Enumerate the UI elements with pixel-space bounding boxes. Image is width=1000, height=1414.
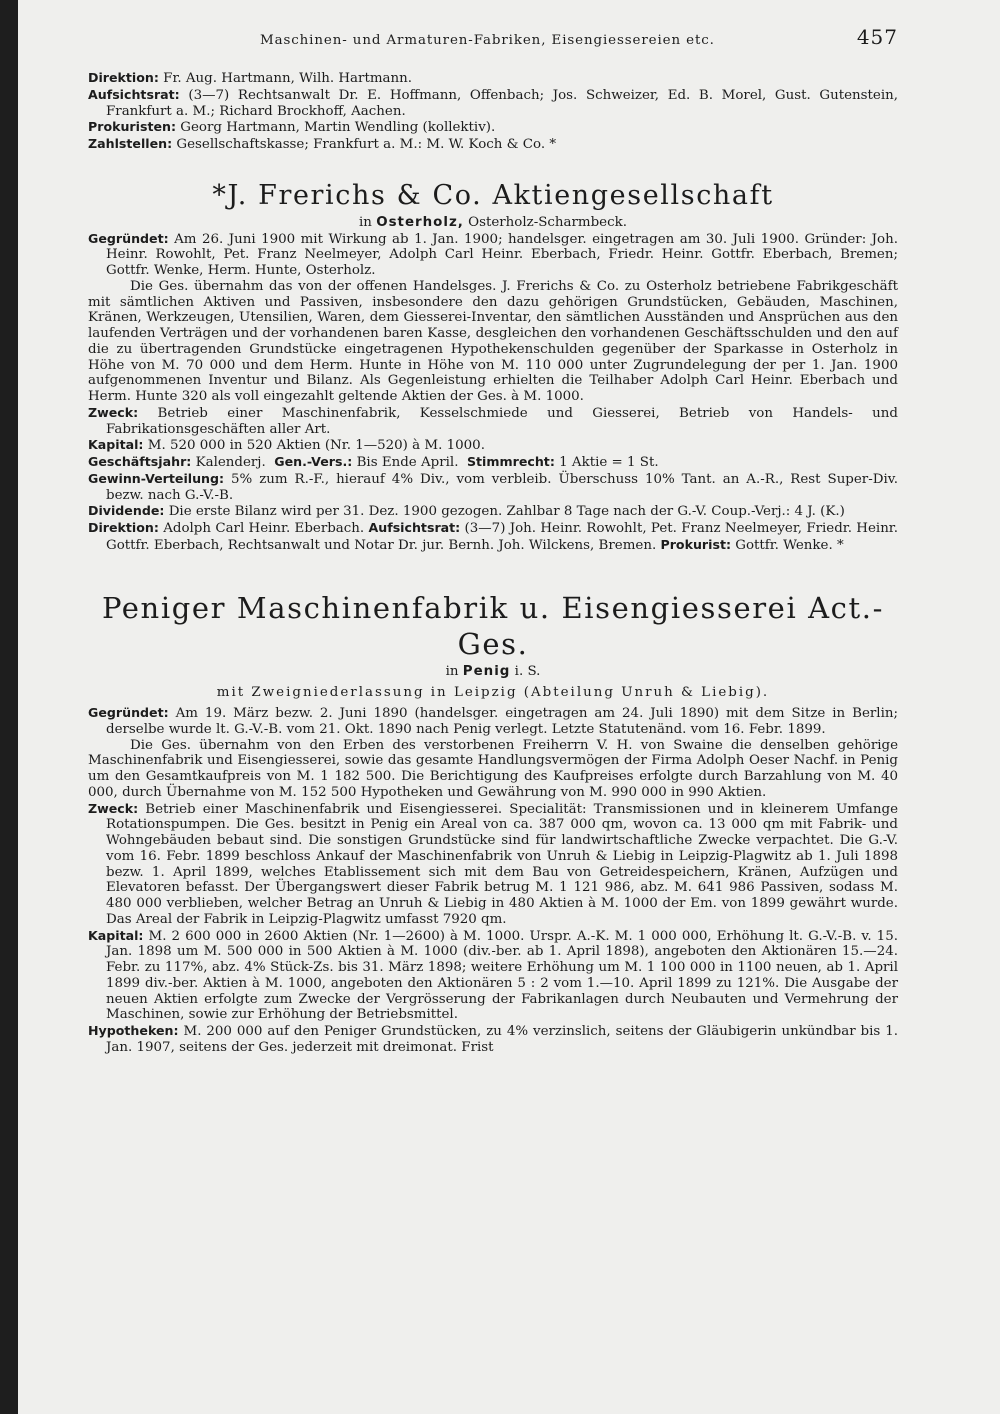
prev-prokuristen: Prokuristen: Georg Hartmann, Martin Wendling (kollektiv).: [88, 119, 496, 136]
penig-kapital: Kapital: M. 2 600 000 in 2600 Aktien (Nr. 1—2600) à M. 1000. Urspr. A.-K. M. 1 000 000, Erhöhung lt. G.-V.-B. v. 15. Jan. 1898 um M. 500 000 in 500 Aktien à M. 1000 (div.-ber. ab 1. April 1898), angeboten den Aktionären 15.—24. Febr. zu 117%, abz. 4% Stück-Zs. bis 31. März 1898; weitere Erhöhung um M. 1 100 000 in 1100 neuen, ab 1. April 1899 div.-ber. Aktien à M. 1000, angeboten den Aktionären 5 : 2 vom 1.—10. April 1899 zu 121%. Die Ausgabe der neuen Aktien erfolgte zum Zwecke der Vergrösserung der Fabrikanlagen durch Neubauten und Vermehrung der Maschinen, sowie zur Erhöhung der Betriebsmittel.: [88, 927, 899, 1023]
document-page: [88, 25, 899, 1056]
penig-subtitle: mit Zweigniederlassung in Leipzig (Abteilung Unruh & Liebig).: [216, 685, 770, 701]
frerichs-direktion: Direktion: Adolph Carl Heinr. Eberbach. Aufsichtsrat: (3—7) Joh. Heinr. Rowohlt, Pet. Franz Neelmeyer, Friedr. Heinr. Gottfr. Eberbach, Rechtsanwalt und Notar Dr. jur. Bernh. Joh. Wilckens, Bremen. Prokurist: Gottfr. Wenke. *: [88, 520, 898, 553]
frerichs-zweck: Zweck: Betrieb einer Maschinenfabrik, Kesselschmiede und Giesserei, Betrieb von Handels- und Fabrikationsgeschäften aller Art.: [88, 404, 898, 437]
penig-title: Peniger Maschinenfabrik u. Eisengiesserei Act.-Ges.: [101, 590, 884, 661]
frerichs-kapital: Kapital: M. 520 000 in 520 Aktien (Nr. 1—520) à M. 1000.: [88, 437, 485, 454]
running-header: [88, 25, 898, 60]
prev-direktion: Direktion: Fr. Aug. Hartmann, Wilh. Hartmann.: [88, 70, 413, 86]
frerichs-paragraph: Die Ges. übernahm das von der offenen Handelsges. J. Frerichs & Co. zu Osterholz betriebene Fabrikgeschäft mit sämtlichen Aktiven und Passiven, insbesondere den dazu gehörigen Grundstücken, Gebäuden, Maschinen, Kränen, Werkzeugen, Utensilien, Waren, dem Giesserei-Inventar, den sämtlichen Ausständen und Ansprüchen aus den laufenden Verträgen und der vorhandenen baren Kasse, desgleichen den vorhandenen Geschäftsschulden und den auf die zu übertragenden Grundstücke eingetragenen Hypothekenschulden gegenüber der Sparkasse in Osterholz in Höhe von M. 70 000 und dem Herm. Hunte in Höhe von M. 110 000 unter Zugrundelegung der per 1. Jan. 1900 aufgenommenen Inventur und Bilanz. Als Gegenleistung erhielten die Teilhaber Adolph Carl Heinr. Eberbach und Herm. Hunte 320 als voll eingezahlt geltende Aktien der Ges. à M. 1000.: [88, 278, 898, 404]
penig-paragraph: Die Ges. übernahm von den Erben des verstorbenen Freiherrn V. H. von Swaine die denselben gehörige Maschinenfabrik und Eisengiesserei, sowie das gesamte Handlungsvermögen der Firma Adolph Oeser Nachf. in Penig um den Gesamtkaufpreis von M. 1 182 500. Die Berichtigung des Kaufpreises erfolgte durch Barzahlung von M. 40 000, durch Übernahme von M. 152 500 Hypotheken und Gewährung von M. 990 000 in 990 Aktien.: [88, 737, 898, 800]
penig-hypotheken: Hypotheken: M. 200 000 auf den Peniger Grundstücken, zu 4% verzinslich, seitens der Gläubigerin unkündbar bis 1. Jan. 1907, seitens der Ges. jederzeit mit dreimonat. Frist: [88, 1023, 898, 1055]
frerichs-title: *J. Frerichs & Co. Aktiengesellschaft: [212, 179, 774, 211]
prev-zahlstellen: Zahlstellen: Gesellschaftskasse; Frankfurt a. M.: M. W. Koch & Co. *: [88, 136, 557, 152]
previous-entry-tail: [88, 70, 898, 153]
page-number: 457: [856, 25, 898, 49]
page-binding-edge: [0, 0, 18, 1414]
prev-aufsichtsrat: Aufsichtsrat: (3—7) Rechtsanwalt Dr. E. Hoffmann, Offenbach; Jos. Schweizer, Ed. B. Morel, Gust. Gutenstein, Frankfurt a. M.; Richard Brockhoff, Aachen.: [88, 86, 898, 119]
frerichs-geschaeftsjahr: Geschäftsjahr: Kalenderj. Gen.-Vers.: Bis Ende April. Stimmrecht: 1 Aktie = 1 St.: [88, 454, 659, 470]
penig-zweck: Zweck: Betrieb einer Maschinenfabrik und Eisengiesserei. Specialität: Transmissionen und in kleinerem Umfange Rotationspumpen. Die Ges. besitzt in Penig ein Areal von ca. 387 000 qm, wovon ca. 13 000 qm mit Fabrik- und Wohngebäuden bebaut sind. Die sonstigen Grundstücke sind für landwirtschaftliche Zwecke verpachtet. Die G.-V. vom 16. Febr. 1899 beschloss Ankauf der Maschinenfabrik von Unruh & Liebig in Leipzig-Plagwitz ab 1. Juli 1898 bezw. 1. April 1899, welches Etablissement sich mit dem Bau von Getreidespeichern, Kränen, Aufzügen und Elevatoren befasst. Der Übergangswert dieser Fabrik betrug M. 1 121 986, abz. M. 641 986 Passiven, sodass M. 480 000 verblieben, welcher Betrag an Unruh & Liebig in 480 Aktien à M. 1000 der Em. von 1899 gewährt wurde. Das Areal der Fabrik in Leipzig-Plagwitz umfasst 7920 qm.: [88, 800, 898, 927]
frerichs-location-place: Osterholz,: [376, 214, 464, 230]
entry-penig: [88, 590, 898, 1056]
penig-location: in Penig i. S.: [445, 663, 541, 679]
frerichs-dividende: Dividende: Die erste Bilanz wird per 31. Dez. 1900 gezogen. Zahlbar 8 Tage nach der G.-V. Coup.-Verj.: 4 J. (K.): [88, 503, 845, 520]
frerichs-gegruendet: Gegründet: Am 26. Juni 1900 mit Wirkung ab 1. Jan. 1900; handelsger. eingetragen am 30. Juli 1900. Gründer: Joh. Heinr. Rowohlt, Pet. Franz Neelmeyer, Adolph Carl Heinr. Eberbach, Friedr. Heinr. Gottfr. Eberbach, Bremen; Gottfr. Wenke, Herm. Hunte, Osterholz.: [88, 230, 898, 278]
running-header-title: Maschinen- und Armaturen-Fabriken, Eisengiessereien etc.: [259, 33, 715, 48]
entry-frerichs: [88, 179, 898, 554]
penig-gegruendet: Gegründet: Am 19. März bezw. 2. Juni 1890 (handelsger. eingetragen am 24. Juli 1890) mit dem Sitze in Berlin; derselbe wurde lt. G.-V.-B. vom 21. Okt. 1890 nach Penig verlegt. Letzte Statutenänd. vom 16. Febr. 1899.: [88, 705, 898, 737]
penig-location-place: Penig: [462, 663, 511, 679]
frerichs-gewinn-verteilung: Gewinn-Verteilung: 5% zum R.-F., hierauf 4% Div., vom verbleib. Überschuss 10% Tant. an A.-R., Rest Super-Div. bezw. nach G.-V.-B.: [88, 470, 898, 503]
frerichs-location: in Osterholz, Osterholz-Scharmbeck.: [359, 214, 627, 230]
